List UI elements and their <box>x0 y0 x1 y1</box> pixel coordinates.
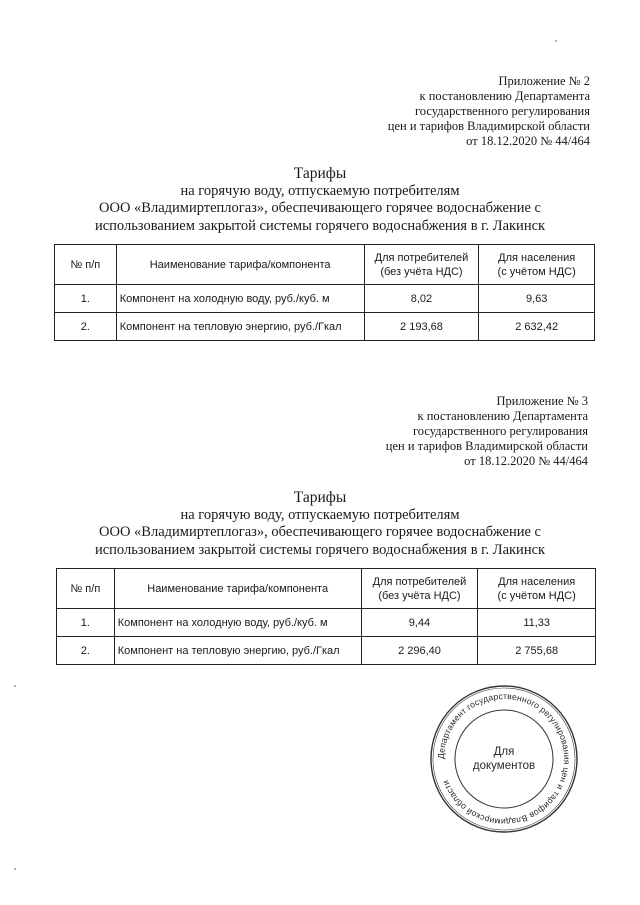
title-line: ООО «Владимиртеплогаз», обеспечивающего горячее водоснабжение с <box>99 524 541 540</box>
row-consumers: 2 193,68 <box>364 313 479 341</box>
header-consumers <box>364 245 479 285</box>
header-consumers-text: Для потребителей (без учёта НДС) <box>372 575 467 602</box>
table-row <box>57 637 596 665</box>
row-num: 1. <box>55 285 117 313</box>
row-name: Компонент на холодную воду, руб./куб. м <box>116 285 364 313</box>
seal-ring-text: Департамент государственного регулирования цен и тарифов Владимирской области <box>435 690 573 828</box>
appendix-line: к постановлению Департамента <box>417 409 588 423</box>
appendix-line: Приложение № 2 <box>498 74 590 88</box>
scan-speck <box>14 868 16 870</box>
appendix-line: к постановлению Департамента <box>419 89 590 103</box>
table-header-row <box>57 569 596 609</box>
header-num: № п/п <box>57 569 115 609</box>
header-population-text: Для населения (с учётом НДС) <box>497 575 576 602</box>
title-3 <box>0 489 640 559</box>
title-line: использованием закрытой системы горячего водоснабжения в г. Лакинск <box>94 541 546 558</box>
title-line: использованием закрытой системы горячего водоснабжения в г. Лакинск <box>94 217 546 234</box>
appendix-line: Приложение № 3 <box>496 394 588 408</box>
header-name: Наименование тарифа/компонента <box>114 569 361 609</box>
seal-center-line: Для <box>493 746 515 758</box>
appendix-line: цен и тарифов Владимирской области <box>385 439 588 453</box>
seal-center-line: документов <box>472 760 536 772</box>
row-name: Компонент на холодную воду, руб./куб. м <box>114 609 361 637</box>
row-consumers: 8,02 <box>364 285 479 313</box>
appendix-line: цен и тарифов Владимирской области <box>387 119 590 133</box>
title-2 <box>0 165 640 235</box>
row-population: 11,33 <box>478 609 596 637</box>
table-row <box>55 313 595 341</box>
appendix-line: от 18.12.2020 № 44/464 <box>464 454 588 468</box>
title-line: на горячую воду, отпускаемую потребителям <box>180 182 460 199</box>
row-name: Компонент на тепловую энергию, руб./Гкал <box>114 637 361 665</box>
row-consumers: 9,44 <box>361 609 478 637</box>
table-row <box>55 285 595 313</box>
header-consumers-text: Для потребителей (без учёта НДС) <box>374 251 469 278</box>
row-name: Компонент на тепловую энергию, руб./Гкал <box>116 313 364 341</box>
header-consumers <box>361 569 478 609</box>
appendix-line: от 18.12.2020 № 44/464 <box>466 134 590 148</box>
scan-speck <box>14 685 16 687</box>
tariff-table-2 <box>54 244 595 341</box>
table-header-row <box>55 245 595 285</box>
seal-center <box>428 683 580 835</box>
row-num: 2. <box>57 637 115 665</box>
row-consumers: 2 296,40 <box>361 637 478 665</box>
table-row <box>57 609 596 637</box>
appendix-2-header <box>388 74 590 149</box>
title-line: на горячую воду, отпускаемую потребителям <box>180 506 460 523</box>
row-population: 2 755,68 <box>478 637 596 665</box>
tariff-table-3 <box>56 568 596 665</box>
header-name: Наименование тарифа/компонента <box>116 245 364 285</box>
row-num: 2. <box>55 313 117 341</box>
header-num: № п/п <box>55 245 117 285</box>
appendix-line: государственного регулирования <box>412 424 588 438</box>
row-num: 1. <box>57 609 115 637</box>
title-line: ООО «Владимиртеплогаз», обеспечивающего горячее водоснабжение с <box>99 200 541 216</box>
appendix-3-header <box>386 394 588 469</box>
header-population <box>479 245 595 285</box>
scan-speck <box>555 40 557 42</box>
header-population-text: Для населения (с учётом НДС) <box>497 251 576 278</box>
title-line: Тарифы <box>293 489 347 506</box>
row-population: 9,63 <box>479 285 595 313</box>
official-seal <box>428 683 580 835</box>
row-population: 2 632,42 <box>479 313 595 341</box>
header-population <box>478 569 596 609</box>
title-line: Тарифы <box>293 165 347 182</box>
appendix-line: государственного регулирования <box>414 104 590 118</box>
